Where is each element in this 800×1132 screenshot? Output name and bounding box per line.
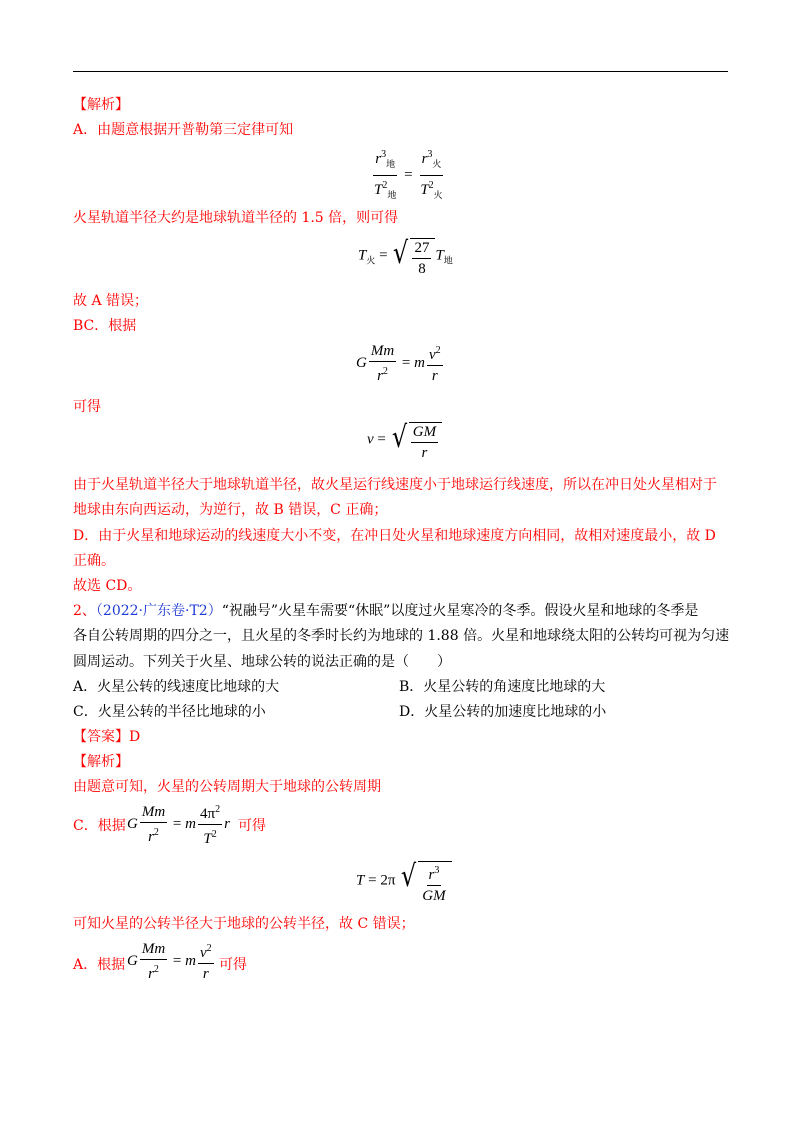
- q2-intro: 由题意可知，火星的公转周期大于地球的公转周期: [73, 779, 381, 795]
- analysis-heading: 【解析】: [73, 97, 129, 113]
- q2-part-c-prefix: C．根据: [73, 818, 126, 834]
- part-a-mid: 火星轨道半径大约是地球轨道半径的 1.5 倍，则可得: [73, 210, 399, 226]
- formula-gravity-velocity-2: G $\frac{Mm}{r^2}$ = m $\frac{v^2}{r}$: [127, 941, 212, 982]
- answer-value: D: [129, 729, 141, 745]
- part-a-intro: A．由题意根据开普勒第三定律可知: [73, 122, 294, 138]
- formula-orbital-velocity: v = √ $\frac{GM}{r}$: [367, 418, 442, 462]
- question-source: （2022·广东卷·T2）: [95, 603, 222, 619]
- part-bc-conclusion-2: 地球由东向西运动，为逆行，故 B 错误，C 正确；: [73, 502, 388, 518]
- question-number: 2、: [73, 603, 96, 619]
- part-bc-intro: BC．根据: [73, 318, 137, 334]
- option-d: D．火星公转的加速度比地球的小: [399, 704, 607, 720]
- formula-kepler-third-law: $\frac{r^3_地}{T^2_地}$ = $\frac{r^3_火}{T^2_火}$: [370, 146, 447, 205]
- header-rule: [73, 71, 728, 72]
- answer-label: 【答案】: [73, 729, 129, 745]
- question-2-stem-line-3: 圆周运动。下列关于火星、地球公转的说法正确的是（ ）: [73, 654, 451, 670]
- q2-part-a-suffix: 可得: [219, 957, 247, 973]
- option-c: C．火星公转的半径比地球的小: [73, 704, 266, 720]
- formula-gravity-period: G $\frac{Mm}{r^2}$ = m $\frac{4\pi^2}{T^2}$ r: [127, 801, 230, 848]
- answer-line: [73, 727, 140, 747]
- part-bc-mid: 可得: [73, 399, 101, 415]
- part-d-line-1: D．由于火星和地球运动的线速度大小不变，在冲日处火星和地球速度方向相同，故相对速度最小，故 D: [73, 528, 716, 544]
- part-a-conclusion: 故 A 错误；: [73, 293, 149, 309]
- formula-orbital-period: T = 2π √ $\frac{r^3}{GM}$: [356, 857, 452, 905]
- part-d-line-2: 正确。: [73, 553, 115, 569]
- part-bc-conclusion-1: 由于火星轨道半径大于地球轨道半径，故火星运行线速度小于地球运行线速度，所以在冲日处火星相对于: [73, 477, 717, 493]
- q2-part-c-suffix: 可得: [238, 818, 266, 834]
- option-b: B．火星公转的角速度比地球的大: [399, 679, 606, 695]
- option-a: A．火星公转的线速度比地球的大: [73, 679, 280, 695]
- final-choice: 故选 CD。: [73, 578, 142, 594]
- q2-part-a-prefix: A．根据: [73, 957, 126, 973]
- q2-part-c-conclusion: 可知火星的公转半径大于地球的公转半径，故 C 错误；: [73, 916, 415, 932]
- formula-gravity-centripetal-velocity: G $\frac{Mm}{r^2}$ = m $\frac{v^2}{r}$: [356, 343, 441, 384]
- question-2-stem-line-2: 各自公转周期的四分之一，且火星的冬季时长约为地球的 1.88 倍。火星和地球绕太阳的公转均可视为匀速: [73, 628, 730, 644]
- formula-period-ratio: $T_火$ = √ $\frac{27}{8}$ $T_地$: [358, 236, 453, 277]
- question-stem-1: “祝融号”火星车需要“休眠”以度过火星寒冷的冬季。假设火星和地球的冬季是: [221, 603, 699, 619]
- q2-analysis-heading: 【解析】: [73, 754, 129, 770]
- question-2-stem-line-1: [73, 601, 698, 621]
